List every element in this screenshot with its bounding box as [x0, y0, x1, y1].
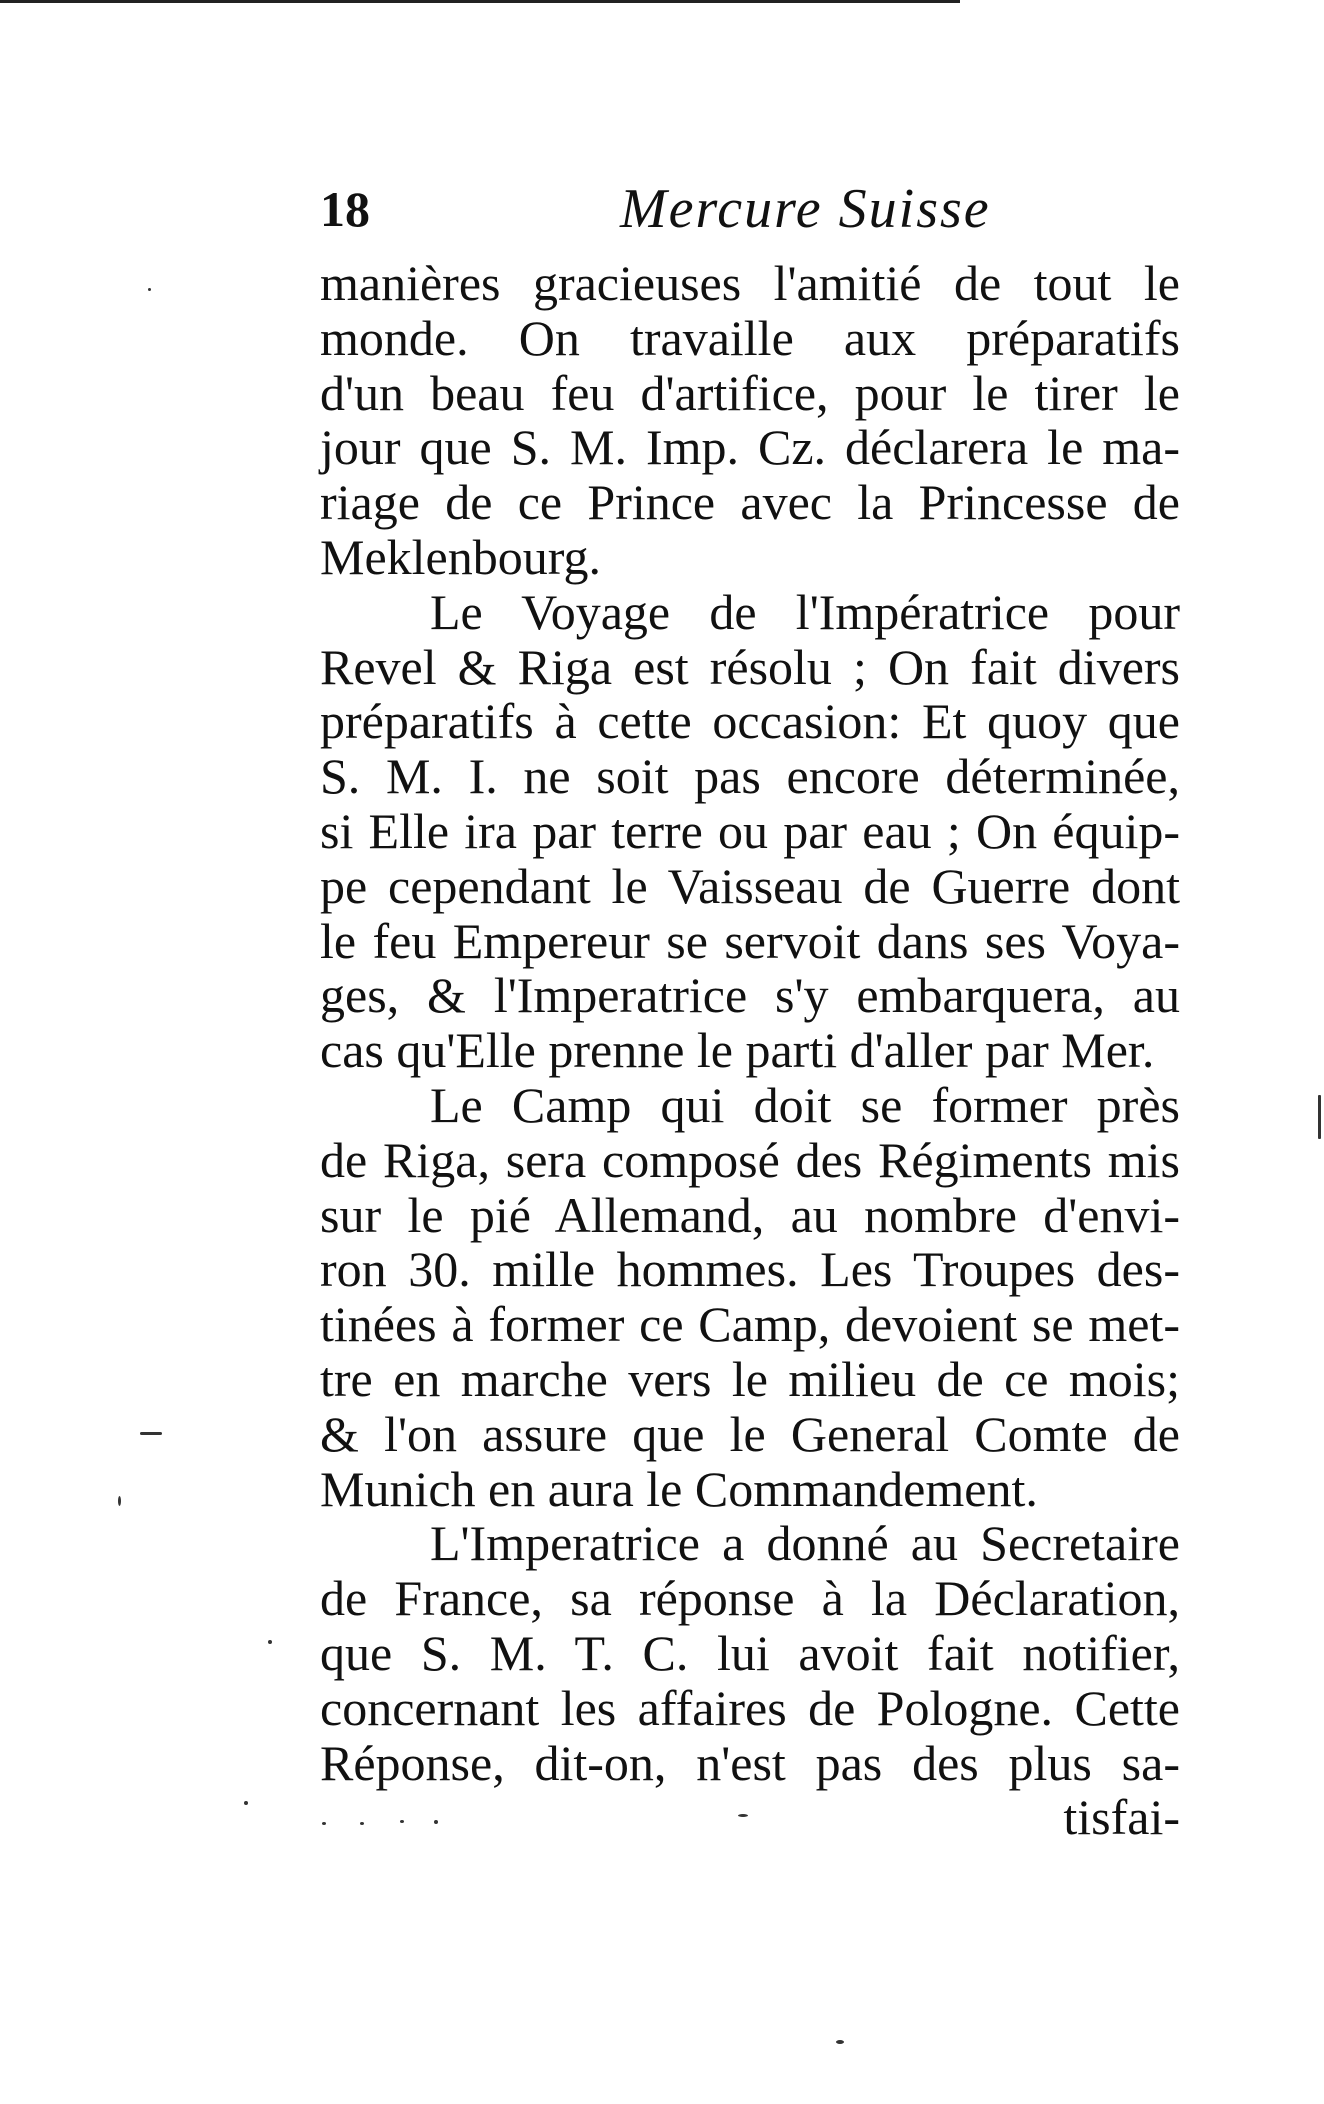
scan-speck	[322, 1822, 326, 1825]
text-line: Meklenbourg.	[320, 528, 601, 585]
paragraph	[320, 256, 1180, 585]
text-line: riage de ce Prince avec la Princesse de	[320, 474, 1180, 531]
text-line: monde. On travaille aux préparatifs	[320, 309, 1180, 366]
page-number: 18	[320, 181, 370, 237]
text-line: pe cependant le Vaisseau de Guerre dont	[320, 857, 1180, 914]
text-line: manières gracieuses l'amitié de tout le	[320, 255, 1180, 311]
text-line: ges, & l'Imperatrice s'y embarquera, au	[320, 967, 1180, 1024]
scan-speck	[1318, 1095, 1321, 1139]
paragraph	[320, 1516, 1180, 1790]
scan-speck	[140, 1432, 162, 1435]
text-line: jour que S. M. Imp. Cz. déclarera le ma-	[320, 419, 1180, 476]
body-text	[320, 256, 1180, 1845]
text-line: le feu Empereur se servoit dans ses Voya-	[320, 912, 1180, 969]
text-line: Munich en aura le Commandement.	[320, 1460, 1038, 1517]
text-line: Le Camp qui doit se former près	[430, 1076, 1180, 1133]
scan-speck	[268, 1640, 272, 1644]
text-line: & l'on assure que le General Comte de	[320, 1405, 1180, 1462]
text-line: si Elle ira par terre ou par eau ; On équip-	[320, 802, 1180, 859]
paragraph	[320, 585, 1180, 1078]
running-title: Mercure Suisse	[620, 178, 991, 240]
text-line: tre en marche vers le milieu de ce mois;	[320, 1350, 1180, 1407]
text-line: S. M. I. ne soit pas encore déterminée,	[320, 748, 1180, 805]
text-line: cas qu'Elle prenne le parti d'aller par Mer.	[320, 1022, 1155, 1079]
text-line: L'Imperatrice a donné au Secretaire	[430, 1515, 1180, 1572]
text-line: Réponse, dit-on, n'est pas des plus sa-	[320, 1734, 1180, 1791]
scan-speck	[118, 1496, 121, 1506]
text-line: préparatifs à cette occasion: Et quoy que	[320, 693, 1180, 750]
text-line: que S. M. T. C. lui avoit fait notifier,	[320, 1624, 1180, 1681]
text-line: tinées à former ce Camp, devoient se met-	[320, 1296, 1180, 1353]
text-line: sur le pié Allemand, au nombre d'envi-	[320, 1186, 1180, 1243]
top-border-rule	[0, 0, 960, 3]
text-line: de France, sa réponse à la Déclaration,	[320, 1570, 1180, 1627]
catchword: tisfai-	[1063, 1789, 1180, 1846]
text-line: ron 30. mille hommes. Les Troupes des-	[320, 1241, 1180, 1298]
paragraph	[320, 1078, 1180, 1516]
text-line: Revel & Riga est résolu ; On fait divers	[320, 638, 1180, 695]
scan-speck	[244, 1801, 248, 1805]
scan-speck	[400, 1820, 404, 1823]
scan-speck	[360, 1822, 364, 1825]
book-page	[320, 178, 1180, 1845]
running-head	[320, 178, 1180, 256]
scan-speck	[836, 2040, 844, 2044]
scan-speck	[148, 288, 151, 291]
scan-speck	[738, 1814, 748, 1817]
text-line: concernant les affaires de Pologne. Cette	[320, 1679, 1180, 1736]
text-line: d'un beau feu d'artifice, pour le tirer le	[320, 364, 1180, 421]
text-line: Le Voyage de l'Impératrice pour	[430, 583, 1180, 640]
scan-speck	[434, 1820, 438, 1824]
text-line: de Riga, sera composé des Régiments mis	[320, 1131, 1180, 1188]
